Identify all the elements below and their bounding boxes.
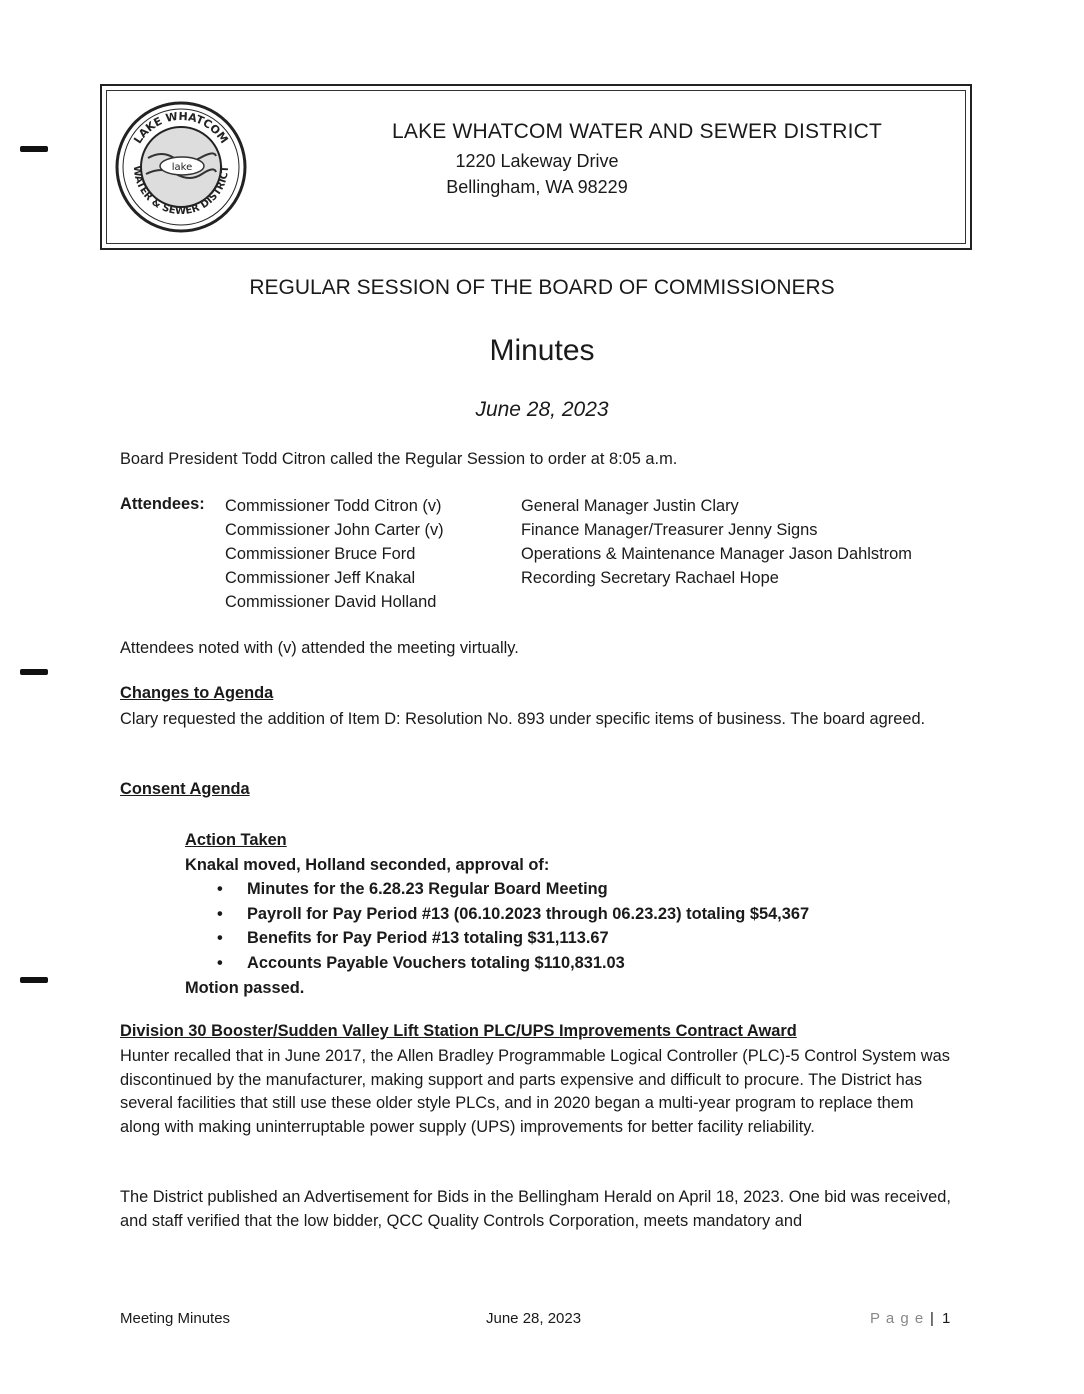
attendee-commissioner: Commissioner Bruce Ford [225,545,416,563]
organization-name: LAKE WHATCOM WATER AND SEWER DISTRICT [392,120,883,143]
attendee-commissioner: Commissioner David Holland [225,593,437,611]
attendee-staff: Finance Manager/Treasurer Jenny Signs [521,521,818,539]
staff-list [521,494,912,590]
svg-text:WATER & SEWER DISTRICT: WATER & SEWER DISTRICT [130,165,232,218]
consent-agenda-heading: Consent Agenda [120,780,250,798]
division30-paragraph-1: Hunter recalled that in June 2017, the Allen Bradley Programmable Logical Controller (PLC)-5 Control System was discontinued by the manufacturer, making support and parts expensive and difficult to procure. The District has several facilities that still use these older style PLCs, and in 2020 began a multi-year program to replace them along with making uninterruptable power supply (UPS) improvements for better facility reliability. [120,1047,950,1136]
consent-items-list [185,877,809,975]
motion-text: Knakal moved, Holland seconded, approval of: [185,855,550,874]
district-seal-logo [112,98,250,236]
attendees-label: Attendees: [120,495,205,513]
document-title: Minutes [489,334,595,367]
changes-to-agenda-heading: Changes to Agenda [120,684,274,702]
session-title: REGULAR SESSION OF THE BOARD OF COMMISSIONERS [249,276,835,299]
footer-page-number: 1 [942,1310,951,1327]
attendees-note: Attendees noted with (v) attended the meeting virtually. [120,639,519,657]
attendee-staff: Operations & Maintenance Manager Jason Dahlstrom [521,545,912,563]
attendee-commissioner: Commissioner John Carter (v) [225,521,444,539]
footer-page-separator: | [930,1310,934,1327]
margin-hole-mark [20,977,48,983]
changes-to-agenda-body: Clary requested the addition of Item D: Resolution No. 893 under specific items of business. The board agreed. [120,710,926,728]
consent-item: • Benefits for Pay Period #13 totaling $31,113.67 [247,926,809,951]
footer-page-label: P a g e [870,1310,925,1327]
call-to-order: Board President Todd Citron called the Regular Session to order at 8:05 a.m. [120,450,678,468]
document-date: June 28, 2023 [475,398,609,421]
consent-item: • Payroll for Pay Period #13 (06.10.2023 through 06.23.23) totaling $54,367 [247,902,809,927]
svg-text:LAKE WHATCOM: LAKE WHATCOM [131,109,231,146]
address-street: 1220 Lakeway Drive [455,151,619,171]
attendee-staff: Recording Secretary Rachael Hope [521,569,779,587]
attendee-commissioner: Commissioner Jeff Knakal [225,569,416,587]
action-taken-heading: Action Taken [185,831,287,849]
footer-left: Meeting Minutes [120,1310,231,1327]
footer-date: June 28, 2023 [486,1310,582,1327]
consent-item: • Minutes for the 6.28.23 Regular Board Meeting [247,877,809,902]
commissioners-list [225,494,444,614]
svg-text:lake: lake [171,162,193,173]
attendee-commissioner: Commissioner Todd Citron (v) [225,497,442,515]
motion-result: Motion passed. [185,978,305,997]
margin-hole-mark [20,146,48,152]
attendee-staff: General Manager Justin Clary [521,497,739,515]
address-city: Bellingham, WA 98229 [446,177,628,197]
margin-hole-mark [20,669,48,675]
consent-item: • Accounts Payable Vouchers totaling $110,831.03 [247,951,809,976]
division30-heading: Division 30 Booster/Sudden Valley Lift Station PLC/UPS Improvements Contract Award [120,1022,797,1040]
division30-paragraph-2: The District published an Advertisement for Bids in the Bellingham Herald on April 18, 2023. One bid was received, and staff verified that the low bidder, QCC Quality Controls Corporation, meets mandatory and [120,1188,951,1230]
action-taken-block [185,828,809,1000]
